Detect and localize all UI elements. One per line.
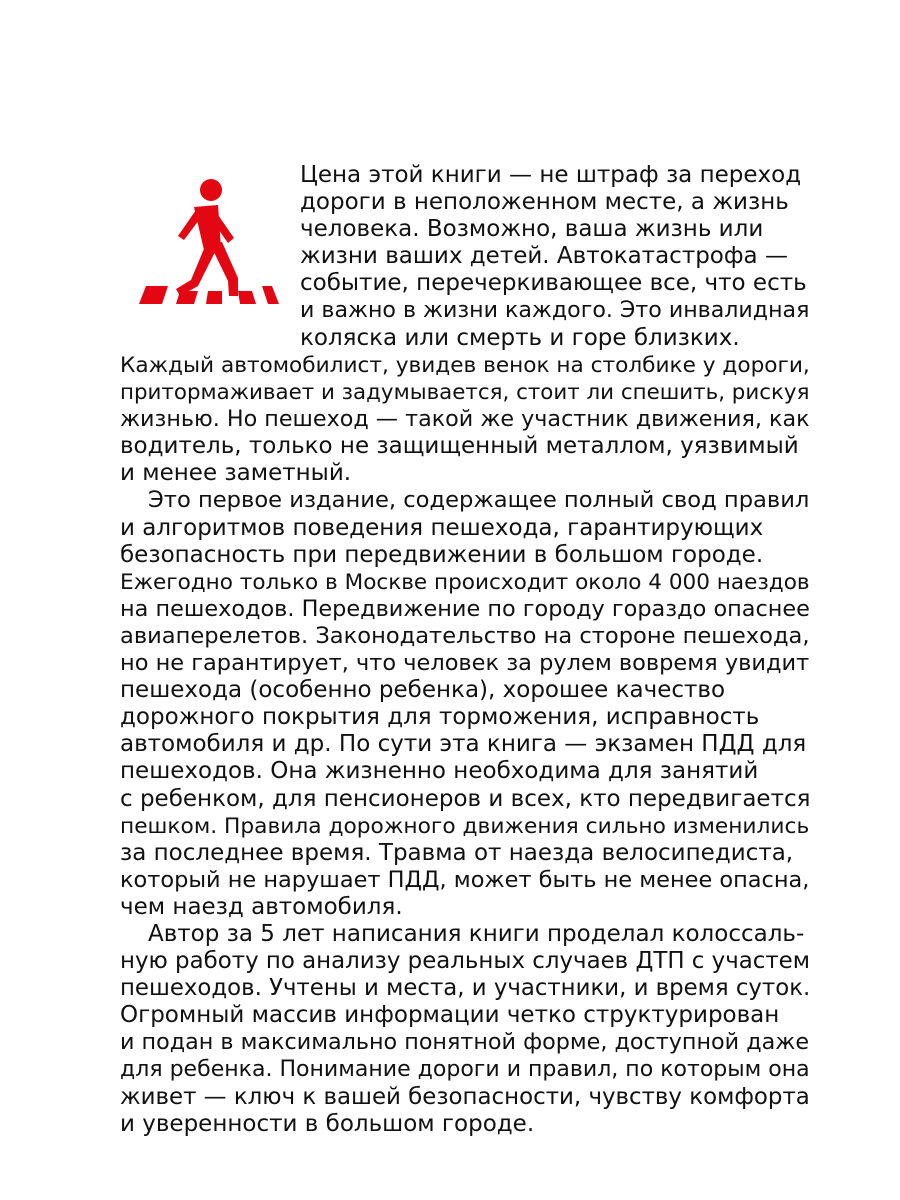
text-line: безопасность при передвижении в большом городе.: [120, 541, 764, 568]
text-line: и менее заметный.: [120, 460, 352, 487]
text-line: и важно в жизни каждого. Это инвалидная: [300, 297, 810, 324]
text-line: и подан в максимально понятной форме, доступной даже: [120, 1029, 810, 1056]
text-line: жизнью. Но пешеход — такой же участник движения, как: [120, 406, 810, 433]
paragraph-2: [120, 487, 810, 921]
crosswalk-stripe: [206, 291, 222, 304]
paragraph-1: [120, 352, 810, 487]
text-line: Это первое издание, содержащее полный свод правил: [148, 487, 810, 514]
crosswalk-stripe: [262, 286, 279, 304]
text-line: притормаживает и задумывается, стоит ли спешить, рискуя: [120, 380, 810, 406]
text-line: дорожного покрытия для торможения, исправность: [120, 704, 760, 731]
text-line: событие, перечеркивающее все, что есть: [300, 270, 807, 297]
text-line: коляска или смерть и горе близких.: [300, 324, 740, 351]
text-line: ную работу по анализу реальных случаев ДТП с участем: [120, 948, 811, 975]
text-line: для ребенка. Понимание дороги и правил, по которым она: [120, 1057, 810, 1083]
text-line: жизни ваших детей. Автокатастрофа —: [300, 243, 788, 270]
text-line: пешеходов. Учтены и места, и участники, и время суток.: [120, 975, 811, 1002]
text-line: водитель, только не защищенный металлом, уязвимый: [120, 433, 799, 460]
text-line: на пешеходов. Передвижение по городу гораздо опаснее: [120, 595, 810, 622]
intro-text: [300, 162, 810, 352]
crosswalk-stripe: [139, 286, 168, 304]
pedestrian-leg-back: [176, 244, 218, 296]
paragraph-3: [120, 921, 810, 1138]
text-line: пешеходов. Она жизненно необходима для занятий: [120, 758, 759, 785]
text-line: Цена этой книги — не штраф за переход: [300, 162, 802, 188]
text-line: и алгоритмов поведения пешехода, гарантирующих: [120, 514, 764, 541]
text-line: дороги в неположенном месте, а жизнь: [300, 189, 789, 216]
text-line: пешком. Правила дорожного движения сильно изменились: [120, 813, 810, 839]
text-line: Ежегодно только в Москве происходит около 4 000 наездов: [120, 569, 810, 595]
pedestrian-leg-front: [210, 242, 238, 296]
text-line: но не гарантирует, что человек за рулем вовремя увидит: [120, 650, 810, 677]
pedestrian-head: [200, 179, 222, 201]
text-line: чем наезд автомобиля.: [120, 893, 403, 920]
text-line: Каждый автомобилист, увидев венок на столбике у дороги,: [120, 353, 810, 378]
text-line: с ребенком, для пенсионеров и всех, кто передвигается: [120, 785, 811, 812]
text-line: пешехода (особенно ребенка), хорошее качество: [120, 677, 726, 704]
text-line: авиаперелетов. Законодательство на стороне пешехода,: [120, 622, 810, 649]
text-line: автомобиля и др. По сути эта книга — экзамен ПДД для: [120, 731, 807, 758]
text-line: живет — ключ к вашей безопасности, чувству комфорта: [120, 1083, 810, 1110]
text-line: Автор за 5 лет написания книги проделал колоссаль-: [148, 920, 805, 947]
text-line: за последнее время. Травма от наезда велосипедиста,: [120, 839, 794, 866]
body-text: [120, 352, 810, 1138]
crosswalk-stripe: [238, 291, 256, 304]
text-line: Огромный массив информации четко структурирован: [120, 1002, 780, 1029]
text-line: человека. Возможно, ваша жизнь или: [300, 216, 764, 243]
pedestrian-crossing-icon: [134, 178, 279, 306]
text-line: который не нарушает ПДД, может быть не менее опасна,: [120, 866, 810, 893]
text-line: и уверенности в большом городе.: [120, 1110, 535, 1137]
